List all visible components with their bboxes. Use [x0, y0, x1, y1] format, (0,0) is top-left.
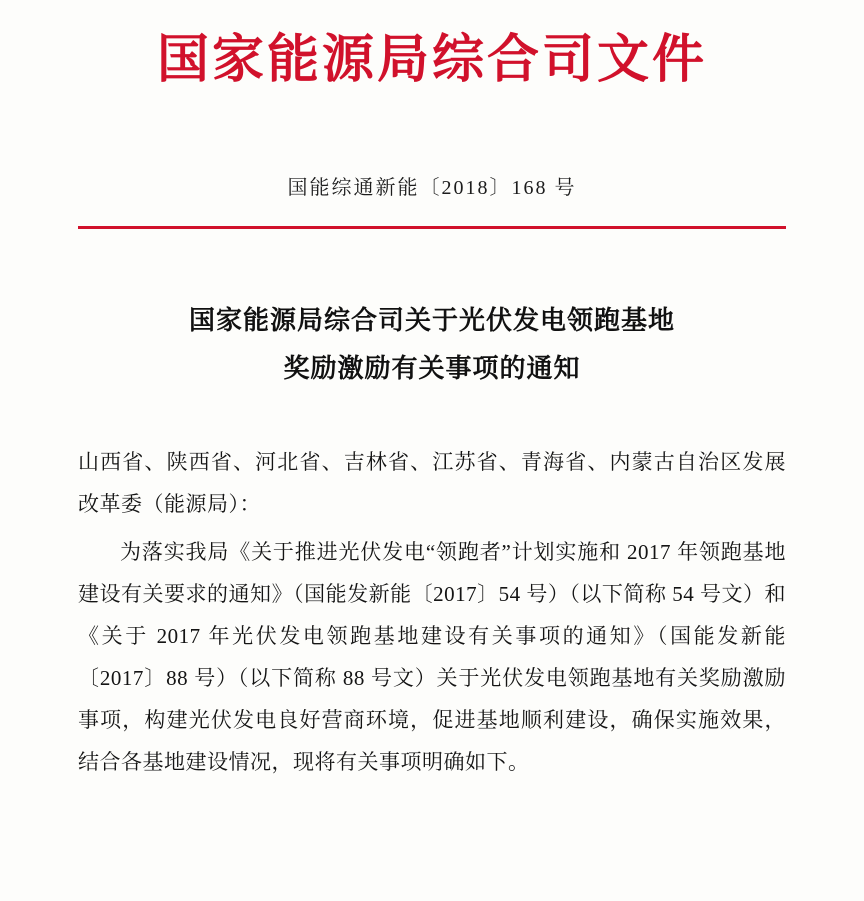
- document-masthead: 国家能源局综合司文件: [156, 32, 707, 89]
- document-title-line-2: 奖励激励有关事项的通知: [283, 354, 581, 384]
- red-divider-rule: [78, 226, 786, 229]
- document-recipients: 山西省、陕西省、河北省、吉林省、江苏省、青海省、内蒙古自治区发展改革委（能源局）：: [78, 450, 786, 517]
- document-title-line-1: 国家能源局综合司关于光伏发电领跑基地: [188, 306, 675, 336]
- document-number: 国能综通新能〔2018〕168 号: [287, 177, 577, 200]
- document-title: [78, 297, 786, 393]
- document-paragraph: 为落实我局《关于推进光伏发电“领跑者”计划实施和 2017 年领跑基地建设有关要求的通知》（国能发新能〔2017〕54 号）（以下简称 54 号文）和《关于 2017 年光伏发电领跑基地建设有关事项的通知》（国能发新能〔2017〕88 号）（以下简称 88 号文）关于光伏发电领跑基地有关奖励激励事项，构建光伏发电良好营商环境，促进基地顺利建设，确保实施效果，结合各基地建设情况，现将有关事项明确如下。: [78, 540, 786, 775]
